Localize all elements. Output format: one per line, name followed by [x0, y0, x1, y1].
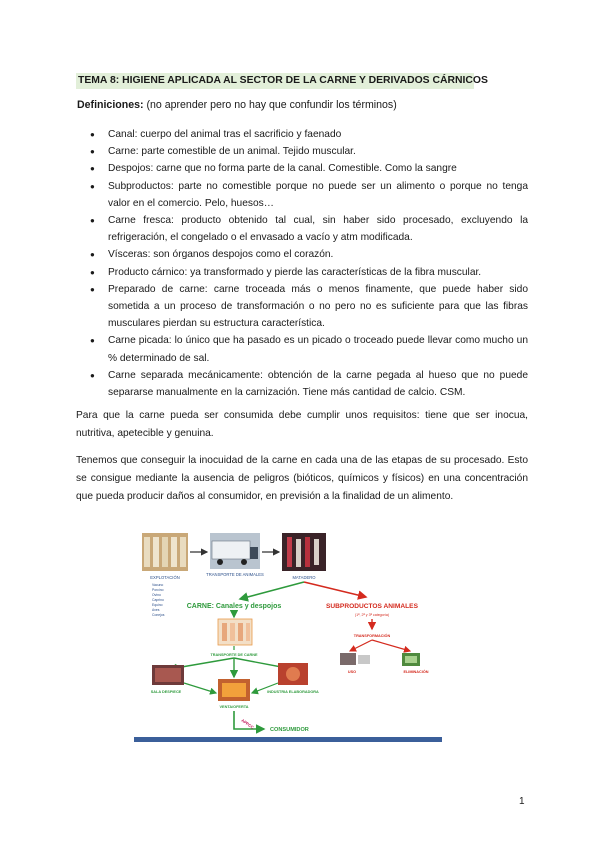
list-item: ● Carne: parte comestible de un animal. Tejido muscular. — [90, 143, 528, 160]
definitions-note: (no aprender pero no hay que confundir los términos) — [143, 99, 397, 111]
sala-despiece-photo — [152, 665, 184, 685]
categorias-label: (1ª, 2ª y 3ª categoría) — [354, 613, 390, 617]
carne-canales-label: CARNE: Canales y despojos — [186, 603, 282, 610]
species-item: Vacuno — [152, 583, 164, 587]
definitions-intro — [77, 98, 397, 112]
uso-label: USO — [347, 670, 357, 674]
eliminacion-label: ELIMINACIÓN — [403, 670, 429, 674]
species-item: Aves — [152, 608, 160, 612]
transporte-carne-label: TRANSPORTE DE CARNE — [210, 653, 258, 657]
page-title: TEMA 8: HIGIENE APLICADA AL SECTOR DE LA CARNE Y DERIVADOS CÁRNICOS — [76, 73, 474, 89]
explotacion-photo — [142, 533, 188, 571]
truck-photo — [210, 533, 260, 569]
transformacion-label: TRANSFORMACIÓN — [353, 634, 391, 638]
carne-transport-photo — [218, 619, 252, 645]
list-item: ● Carne fresca: producto obtenido tal cual, sin haber sido procesado, excluyendo la refrigeración, el congelado o el envasado a vacío y atm modificada. — [90, 212, 528, 246]
list-item: ● Carne separada mecánicamente: obtención de la carne pegada al hueso que no puede separarse manualmente en la carnización. Tiene más cantidad de calcio. CSM. — [90, 367, 528, 401]
list-item: ● Producto cárnico: ya transformado y pierde las características de la fibra muscular. — [90, 264, 528, 281]
matadero-label: MATADERO — [292, 575, 316, 580]
paragraph-safety: Tenemos que conseguir la inocuidad de la carne en cada una de las etapas de su procesado. Esto se consigue mediante la ausencia de peligros (bióticos, químicos y físicos) en una concentración que pueda producir daños al consumidor, en previsión a la finalidad de un alimento. — [76, 455, 528, 502]
industria-photo — [278, 663, 308, 685]
species-item: Ovino — [152, 593, 161, 597]
species-item: Porcino — [152, 588, 164, 592]
definitions-list — [90, 126, 528, 401]
sala-despiece-label: SALA DESPIECE — [150, 690, 182, 694]
page-number: 1 — [519, 796, 525, 807]
matadero-photo — [282, 533, 326, 571]
uso-photo — [340, 653, 370, 665]
consumidor-label: CONSUMIDOR — [270, 727, 309, 733]
species-item: Conejos — [152, 613, 165, 617]
venta-photo — [218, 679, 250, 701]
venta-label: VENTA/OFERTA — [219, 705, 249, 709]
transporte-animales-label: TRANSPORTE DE ANIMALES — [206, 572, 264, 577]
meat-chain-diagram — [134, 527, 442, 745]
list-item: ● Carne picada: lo único que ha pasado es un picado o troceado puede llevar como mucho un % determinado de sal. — [90, 332, 528, 366]
explotacion-label: EXPLOTACIÓN — [150, 575, 180, 580]
species-item: Caprino — [152, 598, 164, 602]
species-item: Equino — [152, 603, 163, 607]
list-item: ● Subproductos: parte no comestible porque no puede ser un alimento o porque no tenga valor en el comercio. Pelo, huesos… — [90, 178, 528, 212]
list-item: ● Despojos: carne que no forma parte de la canal. Comestible. Como la sangre — [90, 160, 528, 177]
list-item: ● Canal: cuerpo del animal tras el sacrificio y faenado — [90, 126, 528, 143]
subproductos-label: SUBPRODUCTOS ANIMALES — [326, 603, 418, 610]
paragraph-requirements: Para que la carne pueda ser consumida debe cumplir unos requisitos: tiene que ser inocua, nutritiva, apetecible y genuina. — [76, 410, 528, 439]
industria-label: INDUSTRIA ELABORADORA — [267, 690, 319, 694]
diagram-bottom-bar — [134, 737, 442, 742]
definitions-label: Definiciones: — [77, 99, 144, 111]
eliminacion-photo — [402, 653, 420, 666]
list-item: ● Preparado de carne: carne troceada más o menos finamente, que puede haber sido sometida a un proceso de transformación o no pero no es suficiente para que las fibras musculares pierdan su estructura característica. — [90, 281, 528, 333]
list-item: ● Vísceras: son órganos despojos como el corazón. — [90, 246, 528, 263]
diagonal-label: APPCC — [240, 717, 255, 730]
